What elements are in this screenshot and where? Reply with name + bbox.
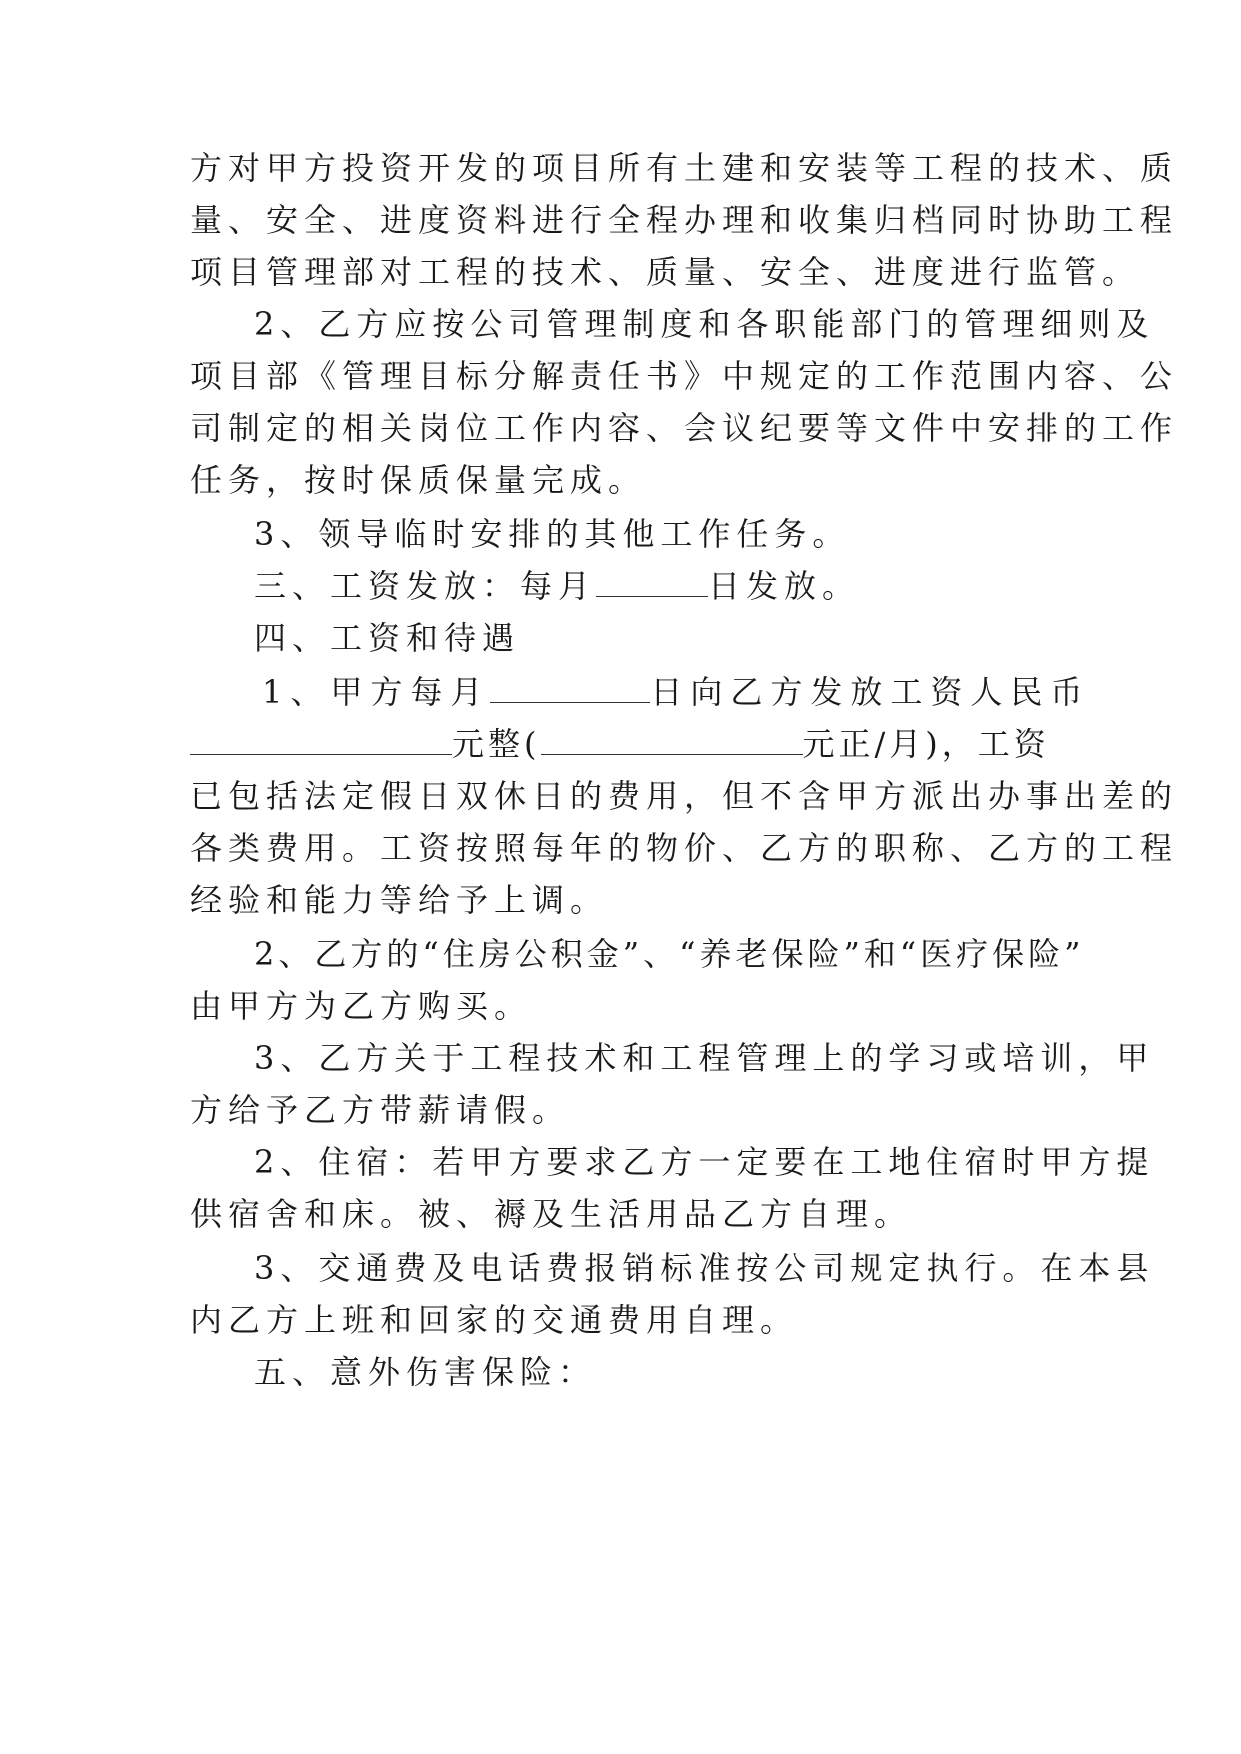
wage-suffix: 日向乙方发放工资人民币 — [650, 673, 1091, 711]
amount-suffix: 元正/月)，工资 — [802, 725, 1050, 763]
salary-day-blank — [596, 566, 708, 597]
text-line: 项目管理部对工程的技术、质量、安全、进度进行监管。 — [190, 253, 1141, 291]
salary-day-prefix: 三、工资发放：每月 — [254, 567, 597, 605]
text-line: 内乙方上班和回家的交通费用自理。 — [190, 1301, 799, 1339]
text-line: 3、乙方关于工程技术和工程管理上的学习或培训，甲 — [254, 1039, 1155, 1077]
text-line: 2、乙方应按公司管理制度和各职能部门的管理细则及 — [254, 305, 1155, 343]
text-line: 已包括法定假日双休日的费用，但不含甲方派出办事出差的 — [190, 777, 1179, 815]
text-line: 供宿舍和床。被、褥及生活用品乙方自理。 — [190, 1195, 913, 1233]
text-line: 由甲方为乙方购买。 — [190, 987, 533, 1025]
text-line: 司制定的相关岗位工作内容、会议纪要等文件中安排的工作 — [190, 409, 1179, 447]
wage-prefix: 1、甲方每月 — [262, 673, 491, 711]
wage-line — [262, 672, 1152, 712]
text-line: 3、领导临时安排的其他工作任务。 — [254, 515, 851, 553]
salary-day-line — [254, 566, 1144, 606]
text-line: 方给予乙方带薪请假。 — [190, 1091, 571, 1129]
text-line: 量、安全、进度资料进行全程办理和收集归档同时协助工程 — [190, 201, 1179, 239]
text-line: 经验和能力等给予上调。 — [190, 881, 609, 919]
amount-line — [190, 724, 1080, 764]
text-line: 2、乙方的“住房公积金”、“养老保险”和“医疗保险” — [254, 935, 1085, 973]
salary-day-suffix: 日发放。 — [708, 567, 861, 605]
text-line: 3、交通费及电话费报销标准按公司规定执行。在本县 — [254, 1249, 1155, 1287]
text-line: 2、住宿：若甲方要求乙方一定要在工地住宿时甲方提 — [254, 1143, 1155, 1181]
text-line: 项目部《管理目标分解责任书》中规定的工作范围内容、公 — [190, 357, 1179, 395]
wage-day-blank — [490, 672, 650, 703]
section-heading: 四、工资和待遇 — [254, 619, 521, 657]
section-heading: 五、意外伤害保险： — [254, 1353, 597, 1391]
amount-words-blank — [541, 724, 803, 755]
text-line: 各类费用。工资按照每年的物价、乙方的职称、乙方的工程 — [190, 829, 1179, 867]
amount-middle: 元整( — [452, 725, 541, 763]
amount-blank — [190, 724, 452, 755]
text-line: 方对甲方投资开发的项目所有土建和安装等工程的技术、质 — [190, 149, 1179, 187]
text-line: 任务，按时保质保量完成。 — [190, 461, 647, 499]
